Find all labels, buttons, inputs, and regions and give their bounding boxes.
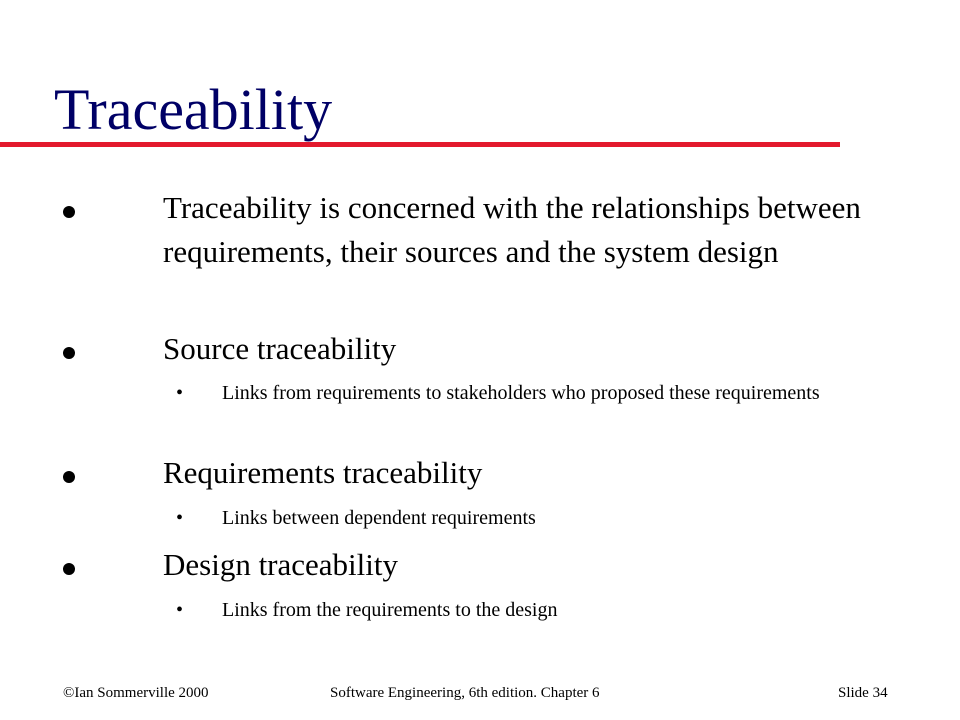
bullet-marker-icon: [63, 471, 75, 483]
sub-bullet-marker: •: [176, 507, 184, 529]
bullet-text: Traceability is concerned with the relationships between requirements, their sources and the system design: [163, 190, 861, 269]
bullet-marker-icon: [63, 206, 75, 218]
footer-slide-number: Slide 34: [838, 685, 888, 701]
bullet-marker-icon: [63, 563, 75, 575]
slide-title: Traceability: [54, 77, 333, 142]
bullet-text: Requirements traceability: [163, 455, 483, 490]
title-underline: [0, 142, 840, 147]
sub-bullet-text: Links between dependent requirements: [222, 507, 536, 529]
footer-book-title: Software Engineering, 6th edition. Chapter 6: [330, 685, 600, 701]
sub-bullet-text: Links from requirements to stakeholders who proposed these requirements: [222, 382, 820, 404]
bullet-text: Source traceability: [163, 331, 397, 366]
sub-bullet-marker: •: [176, 599, 184, 621]
sub-bullet-text: Links from the requirements to the design: [222, 599, 558, 621]
bullet-text: Design traceability: [163, 547, 398, 582]
bullet-marker-icon: [63, 347, 75, 359]
footer-copyright: ©Ian Sommerville 2000: [63, 685, 209, 701]
sub-bullet-marker: •: [176, 382, 184, 404]
